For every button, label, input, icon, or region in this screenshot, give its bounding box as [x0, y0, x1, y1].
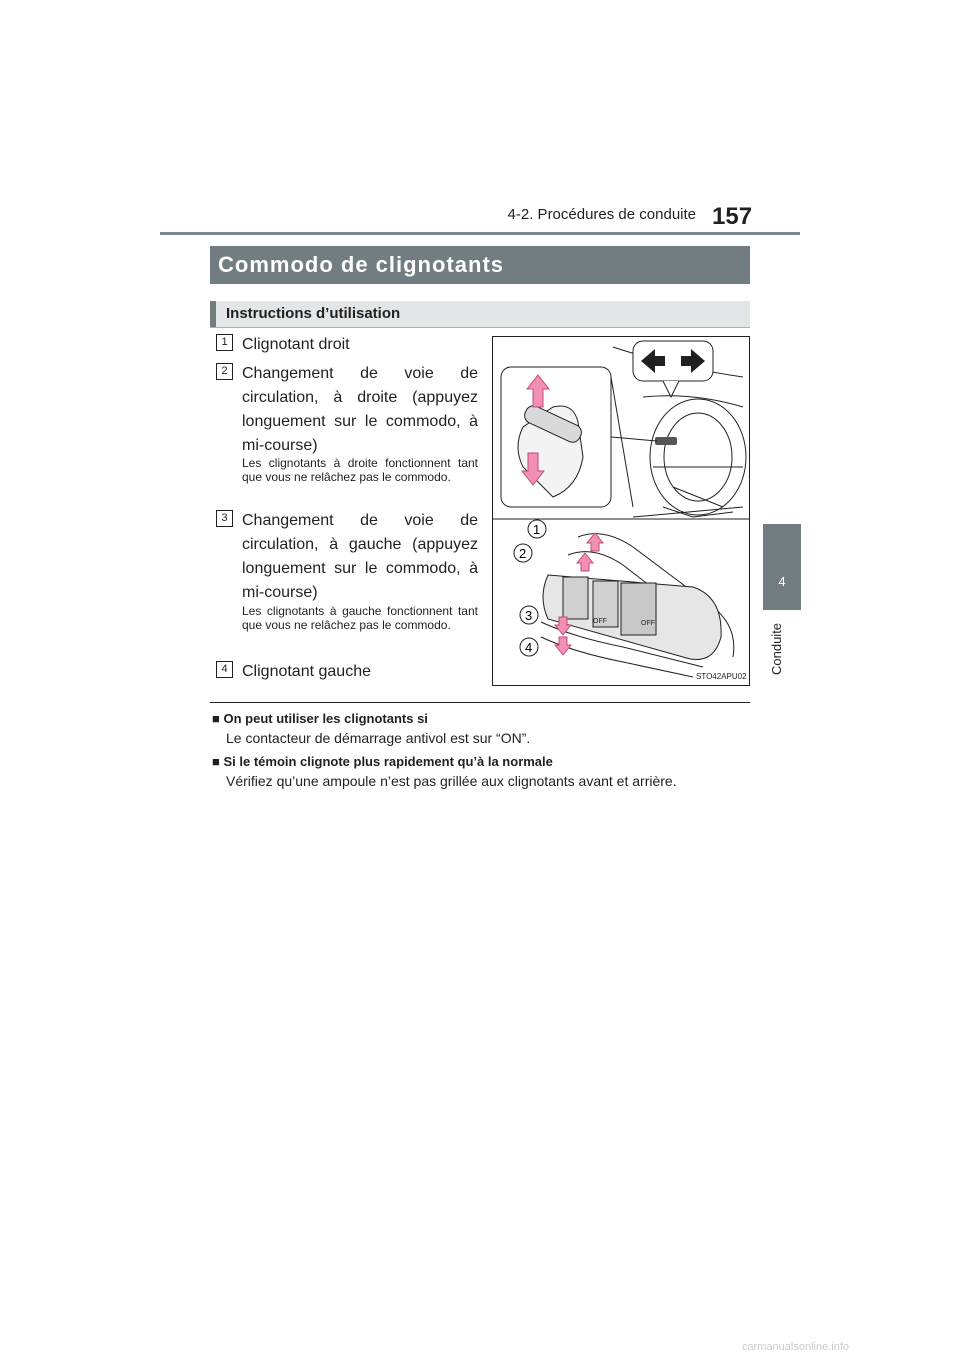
stalk-end-icon — [655, 437, 677, 445]
callout-label-4: 4 — [525, 640, 533, 655]
turn-signal-illustration — [493, 337, 749, 685]
chapter-tab — [763, 524, 801, 610]
item-number-1: 1 — [216, 334, 233, 351]
item-2-text: Changement de voie de circulation, à droite (appuyez longuement sur le commodo, à mi-course) — [242, 365, 478, 454]
square-bullet-icon: ■ — [212, 711, 220, 726]
subsection-accent — [210, 301, 216, 327]
figure-code: STO42APU02 — [696, 672, 747, 681]
note-2-heading-text: Si le témoin clignote plus rapidement qu’à la normale — [223, 754, 553, 769]
chapter-tab-number: 4 — [778, 574, 786, 589]
callout-arrow-4 — [555, 637, 571, 655]
callout-arrow-2 — [577, 553, 593, 571]
note-1-heading-text: On peut utiliser les clignotants si — [223, 711, 428, 726]
callout-label-2: 2 — [519, 546, 527, 561]
callout-label-3: 3 — [525, 608, 533, 623]
item-number-2: 2 — [216, 363, 233, 380]
switch-label-off-1: OFF — [593, 618, 607, 625]
chapter-tab-label: Conduite — [769, 622, 784, 675]
subsection-title: Instructions d’utilisation — [226, 305, 401, 322]
callout-arrow-1 — [587, 533, 603, 551]
section-title-bar — [210, 246, 750, 284]
subsection-bar — [210, 301, 750, 327]
note-2-heading — [212, 754, 553, 769]
subsection-rule — [210, 327, 750, 328]
item-3-text: Changement de voie de circulation, à gauche (appuyez longuement sur le commodo, à mi-course) — [242, 512, 478, 601]
section-title: Commodo de clignotants — [218, 252, 504, 277]
item-1-text: Clignotant droit — [242, 336, 350, 353]
section-label: 4-2. Procédures de conduite — [507, 206, 696, 223]
content-rule — [210, 702, 750, 703]
square-bullet-icon: ■ — [212, 754, 220, 769]
page-number: 157 — [712, 203, 753, 230]
chapter-tab-label-wrap — [765, 620, 785, 680]
turn-signal-figure — [492, 336, 750, 686]
note-1-body: Le contacteur de démarrage antivol est sur “ON”. — [226, 730, 531, 746]
item-number-4: 4 — [216, 661, 233, 678]
switch-label-off-2: OFF — [641, 620, 655, 627]
header-rule — [160, 232, 800, 235]
note-2-body: Vérifiez qu’une ampoule n’est pas grillée aux clignotants avant et arrière. — [226, 773, 677, 789]
item-number-3: 3 — [216, 510, 233, 527]
note-1-heading — [212, 711, 428, 726]
watermark: carmanualsonline.info — [742, 1341, 850, 1353]
callout-label-1: 1 — [533, 522, 541, 537]
item-4-text: Clignotant gauche — [242, 663, 371, 680]
item-2-note: Les clignotants à droite fonctionnent tant que vous ne relâchez pas le commodo. — [242, 456, 478, 484]
item-3-note: Les clignotants à gauche fonctionnent tant que vous ne relâchez pas le commodo. — [242, 604, 478, 632]
